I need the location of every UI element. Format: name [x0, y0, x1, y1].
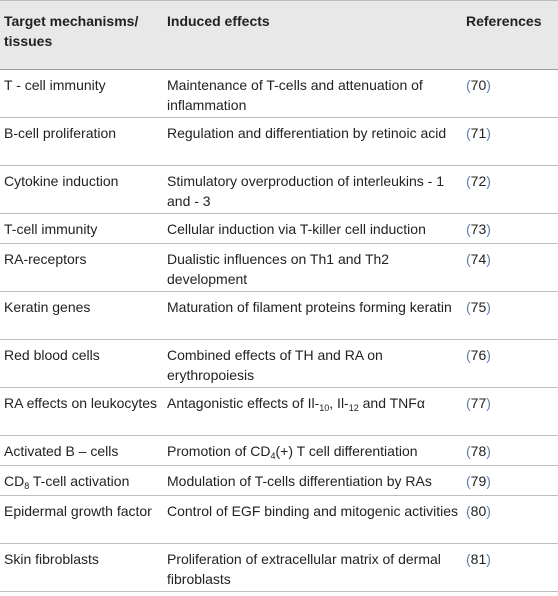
reference-number: 71: [470, 125, 487, 141]
target-cell: T-cell immunity: [4, 221, 98, 237]
table-row: [0, 118, 558, 166]
effect-cell: Stimulatory overproduction of interleukins - 1 and - 3: [167, 173, 445, 209]
effect-cell: Regulation and differentiation by retinoic acid: [167, 125, 447, 141]
reference-number: 76: [470, 347, 487, 363]
effect-cell: Dualistic influences on Th1 and Th2 development: [167, 251, 390, 287]
target-cell: T - cell immunity: [4, 77, 106, 93]
reference-cell: (81): [466, 551, 491, 567]
reference-cell: (72): [466, 173, 491, 189]
table-row: [0, 436, 558, 466]
table-row: [0, 388, 558, 436]
reference-number: 73: [470, 221, 487, 237]
reference-cell: (77): [466, 395, 491, 411]
reference-cell: (75): [466, 299, 491, 315]
effect-cell: Control of EGF binding and mitogenic activities: [167, 503, 459, 519]
target-cell: $CD_8$ T-cell activation: [4, 473, 130, 491]
target-cell: Red blood cells: [4, 347, 100, 363]
target-cell: Activated B – cells: [4, 443, 119, 459]
effect-cell: Modulation of T-cells differentiation by RAs: [167, 473, 432, 489]
reference-number: 77: [470, 395, 487, 411]
reference-number: 72: [470, 173, 487, 189]
header-references: References: [466, 13, 542, 29]
reference-cell: (76): [466, 347, 491, 363]
table-row: [0, 466, 558, 496]
effect-cell: Maturation of filament proteins forming keratin: [167, 299, 452, 315]
reference-cell: (79): [466, 473, 491, 489]
effect-cell: Antagonistic effects of $Il-_{10}$, $Il-_{12}$ and TNFα: [167, 395, 425, 413]
table-row: [0, 340, 558, 388]
reference-number: 80: [470, 503, 487, 519]
effect-cell: Combined effects of TH and RA on erythropoiesis: [167, 347, 383, 383]
effect-cell: Maintenance of T-cells and attenuation of inflammation: [167, 77, 423, 113]
table-header: [0, 0, 558, 70]
target-cell: Cytokine induction: [4, 173, 119, 189]
reference-number: 81: [470, 551, 487, 567]
effect-cell: Proliferation of extracellular matrix of dermal fibroblasts: [167, 551, 441, 587]
target-cell: B-cell proliferation: [4, 125, 117, 141]
table-row: [0, 70, 558, 118]
reference-number: 78: [470, 443, 487, 459]
table-row: [0, 544, 558, 592]
reference-cell: (74): [466, 251, 491, 267]
reference-cell: (71): [466, 125, 491, 141]
table-row: [0, 292, 558, 340]
reference-number: 75: [470, 299, 487, 315]
header-effects: Induced effects: [167, 13, 270, 29]
target-cell: Epidermal growth factor: [4, 503, 152, 519]
table-row: [0, 496, 558, 544]
table-row: [0, 166, 558, 214]
table-row: [0, 244, 558, 292]
effect-cell: Promotion of $CD_4(+)$ T cell differentiation: [167, 443, 418, 461]
target-cell: Skin fibroblasts: [4, 551, 99, 567]
reference-number: 70: [470, 77, 487, 93]
table-row: [0, 214, 558, 244]
target-cell: Keratin genes: [4, 299, 91, 315]
reference-number: 74: [470, 251, 487, 267]
header-target: Target mechanisms/ tissues: [4, 13, 139, 49]
reference-cell: (78): [466, 443, 491, 459]
target-cell: RA-receptors: [4, 251, 87, 267]
reference-cell: (70): [466, 77, 491, 93]
target-cell: RA effects on leukocytes: [4, 395, 158, 411]
reference-cell: (73): [466, 221, 491, 237]
reference-cell: (80): [466, 503, 491, 519]
effect-cell: Cellular induction via T-killer cell induction: [167, 221, 426, 237]
reference-number: 79: [470, 473, 487, 489]
